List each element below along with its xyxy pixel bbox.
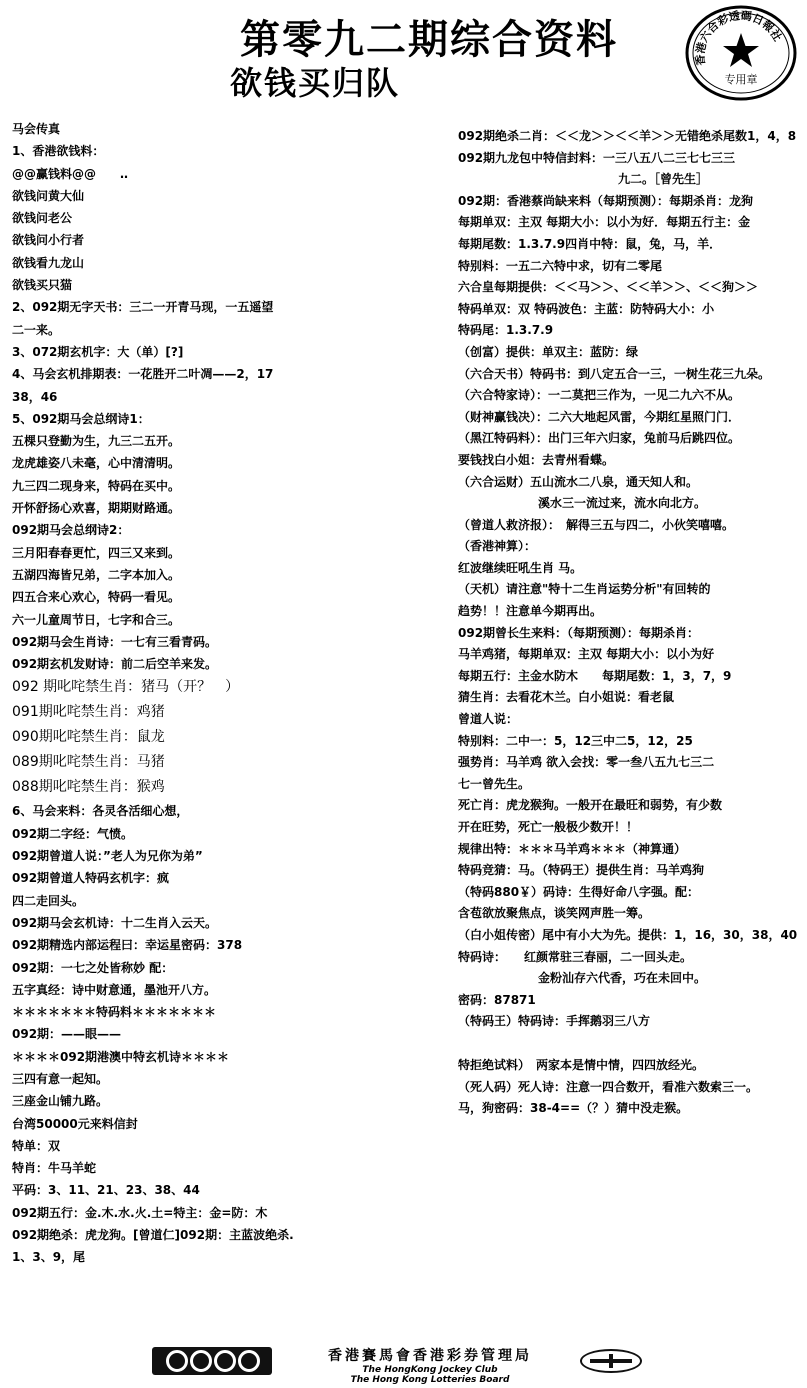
left-line: ＊＊＊＊092期港澳中特玄机诗＊＊＊＊ [12, 1049, 230, 1064]
right-line: 特拒绝试料） 两家本是情中情，四四放经光。 [458, 1057, 705, 1072]
left-line: 088期叱咤禁生肖：猴鸡 [12, 779, 165, 796]
right-line: 特码单双：双 特码波色：主蓝：防特码大小：小 [458, 301, 715, 316]
left-line: 三座金山铺九路。 [12, 1094, 109, 1109]
right-line: 猜生肖：去看花木兰。白小姐说：看老鼠 [458, 690, 675, 705]
left-line: 089期叱咤禁生肖：马猪 [12, 754, 165, 771]
page-subtitle: 欲钱买归队 [230, 64, 401, 102]
right-line: （六合天书）特码书：到八定五合一三，一树生花三九朵。 [458, 366, 771, 381]
left-line: 092期马会总纲诗2： [12, 523, 130, 538]
right-line: 六合皇每期提供：＜＜马＞＞、＜＜羊＞＞、＜＜狗＞＞ [458, 280, 759, 295]
right-line: 特码诗： 红颜常驻三春丽，二一回头走。 [458, 949, 693, 964]
right-line: 要钱找白小姐：去青州看蝶。 [458, 452, 615, 467]
right-line: （六合特家诗）：一二莫把三作为，一见二九六不从。 [458, 388, 741, 403]
left-line: 三四有意一起知。 [12, 1071, 109, 1086]
right-line: 每期单双：主双 每期大小：以小为好．每期五行主：金 [458, 215, 751, 230]
left-line: 平码：3、11、21、23、38、44 [12, 1183, 200, 1198]
right-line: 特码尾：1.3.7.9 [458, 323, 554, 338]
left-line: 马会传真 [12, 122, 61, 136]
left-line: 092期二字经：气愤。 [12, 826, 134, 841]
footer-english-2: The Hong Kong Lotteries Board [350, 1375, 510, 1385]
footer-chinese: 香港賽馬會香港彩券管理局 [328, 1348, 532, 1364]
left-line: 090期叱咤禁生肖：鼠龙 [12, 729, 165, 746]
left-line: 092期曾道人特码玄机字：疯 [12, 871, 170, 886]
right-column [458, 126, 803, 1120]
left-line: 092期马会生肖诗：一七有三看青码。 [12, 634, 218, 649]
seal-star-icon [723, 33, 759, 67]
right-line: 092期曾长生来料：（每期预测）：每期杀肖： [458, 625, 700, 640]
right-line: 强势肖：马羊鸡 欲入会找：零一叁八五九七三二 [458, 755, 715, 770]
right-line: 开在旺势，死亡一般极少数开！！ [458, 820, 639, 834]
right-line: （死人码）死人诗：注意一四合数开，看准六数索三一。 [458, 1079, 759, 1094]
left-line: 091期叱咤禁生肖：鸡猪 [12, 704, 165, 721]
right-line [458, 1033, 803, 1055]
left-line: 欲钱问老公 [12, 211, 73, 226]
left-line: 五湖四海皆兄弟，二字本加入。 [12, 567, 181, 582]
left-line: 三月阳春春更忙，四三又来到。 [12, 545, 181, 560]
right-line: 九二。［曾先生］ [618, 172, 709, 187]
left-line: 092期精选内部运程曰：幸运星密码：378 [12, 938, 243, 953]
left-line: 092期玄机发财诗：前二后空羊来发。 [12, 657, 218, 672]
right-line: 七一曾先生。 [458, 776, 531, 791]
right-line: （特码880￥）码诗：生得好命八字强。配： [458, 884, 700, 899]
right-line: （创富）提供：单双主：蓝防：绿 [458, 344, 639, 359]
left-column [12, 118, 342, 1269]
right-line: 092期九龙包中特信封料：一三八五八二三七七三三 [458, 150, 736, 165]
left-line: 092 期叱咤禁生肖：猪马（开？ ） [12, 679, 240, 696]
left-line: 开怀舒扬心欢喜，期期财路通。 [12, 501, 181, 516]
right-line: 092期绝杀二肖：＜＜龙＞＞＜＜羊＞＞无错绝杀尾数1，4，8 [458, 129, 797, 143]
left-line: 龙虎雄姿八未毫，心中清清明。 [12, 456, 181, 471]
right-line: 金粉汕存六代香，巧在未回中。 [538, 971, 707, 986]
right-line: （白小姐传密）尾中有小大为先。提供：1，16，30，38，40 [458, 927, 798, 942]
left-line: 092期马会玄机诗：十二生肖入云天。 [12, 915, 218, 930]
lottery-logo-icon [152, 1347, 272, 1375]
left-line: 092期曾道人说：”老人为兄你为弟” [12, 849, 203, 864]
jockey-club-block [290, 1345, 570, 1385]
right-line: 马羊鸡猪，每期单双：主双 每期大小：以小为好 [458, 647, 715, 662]
left-line: 1、3、9，尾 [12, 1250, 86, 1265]
right-line: 含苞欲放聚焦点，谈笑网声胜一筹。 [458, 906, 651, 921]
footer-english-1: The HongKong Jockey Club [362, 1365, 498, 1375]
right-line: （香港神算）： [458, 539, 537, 554]
right-line: 溪水三一流过来，流水向北方。 [538, 496, 707, 511]
seal-label: 专用章 [724, 73, 758, 86]
page-title: 第零九二期综合资料 [240, 17, 618, 63]
left-line: 欲钱问小行者 [12, 233, 85, 248]
right-line: （财神赢钱决）：二六大地起风雷，今期红星照门门． [458, 409, 741, 424]
left-line: 6、马会来料：各灵各活细心想， [12, 804, 189, 819]
seal-stamp [683, 3, 799, 103]
left-line: 特肖：牛马羊蛇 [12, 1161, 97, 1176]
seal-text: 香港六合彩透碼日報社 [693, 9, 785, 66]
right-line: 每期尾数：1.3.7.9四肖中特：鼠，兔，马，羊． [458, 236, 722, 251]
left-line: ＊＊＊＊＊＊＊特码料＊＊＊＊＊＊＊ [12, 1005, 217, 1020]
right-line: （六合运财）五山流水二八泉，通天知人和。 [458, 474, 699, 489]
left-line: 特单：双 [12, 1138, 61, 1153]
right-line: （曾道人救济报）： 解得三五与四二，小伙笑嘻嘻。 [458, 517, 735, 532]
left-line: 四二走回头。 [12, 893, 85, 908]
right-line: 马，狗密码：38-4==（？）猜中没走猴。 [458, 1101, 689, 1116]
left-line: 台湾50000元来料信封 [12, 1116, 138, 1131]
right-line: 密码：87871 [458, 992, 536, 1007]
left-line: 二一来。 [12, 322, 61, 337]
left-line: 092期：一七之处皆称妙 配： [12, 960, 174, 975]
jockey-club-logo-icon [580, 1349, 642, 1373]
left-line: 欲钱买只猫 [12, 278, 73, 293]
right-line: 092期：香港蔡尚缺来料（每期预测）：每期杀肖：龙狗 [458, 193, 754, 208]
right-line: 死亡肖：虎龙猴狗。一般开在最旺和弱势，有少数 [458, 798, 723, 813]
right-line: 趋势！！注意单今期再出。 [458, 604, 603, 619]
right-line: 特别料：二中一：5，12三中二5，12，25 [458, 733, 693, 748]
right-line: 特码竞猜：马。（特码王）提供生肖：马羊鸡狗 [458, 863, 705, 878]
right-line: （黑江特码料）：出门三年六归家，兔前马后跳四位。 [458, 431, 741, 446]
right-line: 曾道人说： [458, 712, 519, 727]
left-line: 3、072期玄机字：大（单）[?] [12, 344, 184, 359]
right-line: （特码王）特码诗：手挥鹅羽三八方 [458, 1014, 651, 1029]
left-line: 欲钱看九龙山 [12, 255, 85, 270]
left-line: 092期绝杀：虎龙狗。[曾道仁]092期：主蓝波绝杀. [12, 1228, 294, 1243]
right-line: 特别料：一五二六特中求，切有二零尾 [458, 258, 663, 273]
left-line: 1、香港欲钱料： [12, 144, 105, 159]
footer [0, 1343, 807, 1383]
left-line: 4、马会玄机排期表：一花胜开二叶凋——2，17 [12, 367, 274, 382]
left-line: 092期：——眼—— [12, 1027, 122, 1042]
left-line: 四五合来心欢心，特码一看见。 [12, 590, 181, 605]
left-line: 5、092期马会总纲诗1： [12, 411, 150, 426]
left-line: 38，46 [12, 389, 58, 404]
left-line: 九三四二现身来，特码在买中。 [12, 478, 181, 493]
left-line: 五棵只登勤为生，九三二五开。 [12, 434, 181, 449]
left-line: 092期五行：金.木.水.火.土=特主：金=防：木 [12, 1205, 268, 1220]
left-line: 五字真经：诗中财意通，墨池开八方。 [12, 982, 217, 997]
right-line: 红波继续旺吼生肖 马。 [458, 560, 583, 575]
left-line: 2、092期无字天书：三二一开青马现，一五遥望 [12, 300, 274, 315]
left-line: 欲钱问黄大仙 [12, 188, 85, 203]
right-line: 规律出特：＊＊＊马羊鸡＊＊＊（神算通） [458, 841, 687, 856]
right-line: 每期五行：主金水防木 每期尾数：1，3，7，9 [458, 668, 732, 683]
left-line: 六一儿童周节日，七字和合三。 [12, 612, 181, 627]
left-line: @@赢钱料@@ ‥ [12, 166, 129, 181]
right-line: （天机）请注意"特十二生肖运势分析"有回转的 [458, 582, 711, 597]
